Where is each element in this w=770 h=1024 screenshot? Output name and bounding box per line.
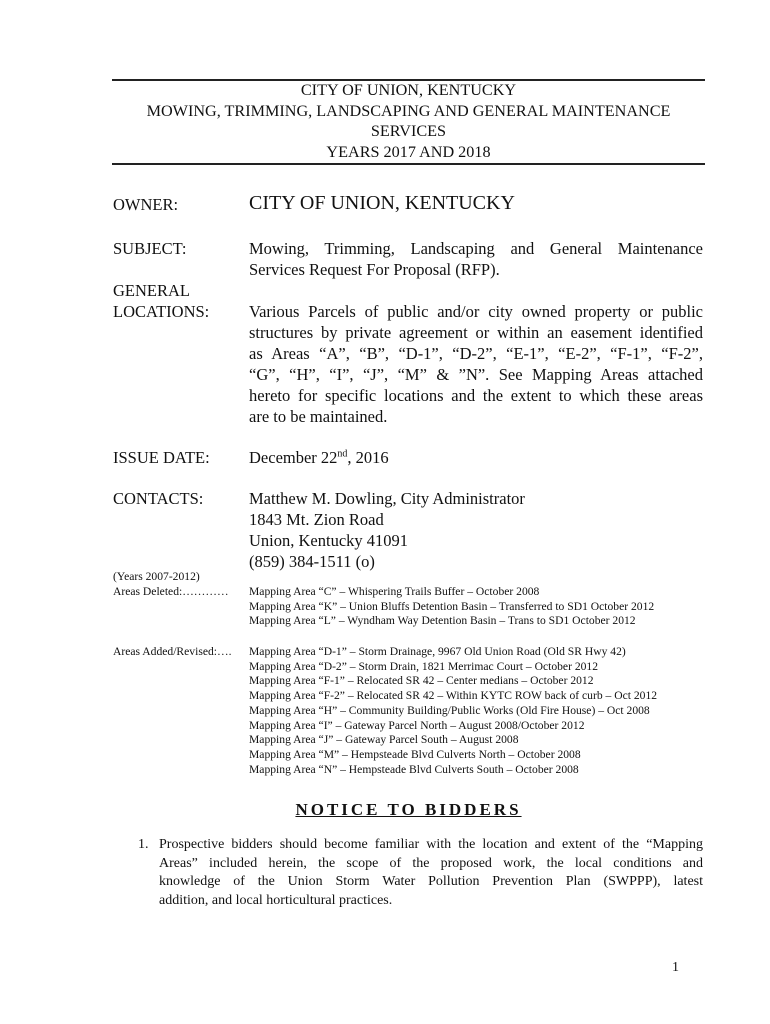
- header-line-years: YEARS 2017 AND 2018: [326, 142, 491, 161]
- contact-phone: (859) 384-1511 (o): [249, 552, 375, 571]
- added-label: Areas Added/Revised:….: [113, 645, 232, 658]
- contact-street: 1843 Mt. Zion Road: [249, 510, 384, 529]
- issue-date-suffix: nd: [337, 448, 348, 460]
- locations-line: hereto for specific locations and the extent to which these areas: [249, 386, 703, 405]
- list-item: Mapping Area “L” – Wyndham Way Detention Basin – Trans to SD1 October 2012: [249, 614, 636, 628]
- contact-name: Matthew M. Dowling, City Administrator: [249, 489, 525, 508]
- subject-label: SUBJECT:: [113, 239, 187, 258]
- owner-value: CITY OF UNION, KENTUCKY: [249, 192, 515, 214]
- notice-item-text: [159, 836, 703, 910]
- list-item: Mapping Area “K” – Union Bluffs Detention Basin – Transferred to SD1 October 2012: [249, 599, 655, 613]
- issue-date-year: , 2016: [347, 448, 389, 467]
- list-item: Mapping Area “M” – Hempsteade Blvd Culverts North – October 2008: [249, 747, 581, 761]
- subject-line: Services Request For Proposal (RFP).: [249, 260, 500, 279]
- list-item: Mapping Area “C” – Whispering Trails Buffer – October 2008: [249, 585, 540, 598]
- locations-value: [249, 301, 703, 427]
- issue-date-label: ISSUE DATE:: [113, 448, 210, 467]
- list-item: Mapping Area “I” – Gateway Parcel North – August 2008/October 2012: [249, 718, 585, 732]
- notice-line: Areas” included herein, the scope of the proposed work, the local conditions and: [159, 855, 703, 871]
- contacts-label: CONTACTS:: [113, 489, 204, 508]
- page-number: 1: [672, 960, 679, 975]
- notice-line: knowledge of the Union Storm Water Pollution Prevention Plan (SWPPP), latest: [159, 874, 703, 889]
- list-item: Mapping Area “D-1” – Storm Drainage, 9967 Old Union Road (Old SR Hwy 42): [249, 645, 626, 658]
- locations-line: as Areas “A”, “B”, “D-1”, “D-2”, “E-1”, “E-2”, “F-1”, “F-2”,: [249, 344, 703, 363]
- subject-line: Mowing, Trimming, Landscaping and General Maintenance: [249, 239, 703, 258]
- subject-value: [249, 238, 703, 280]
- header-line-city: CITY OF UNION, KENTUCKY: [300, 81, 517, 99]
- locations-label-line2: LOCATIONS:: [113, 302, 210, 321]
- list-item: Mapping Area “F-2” – Relocated SR 42 – Within KYTC ROW back of curb – Oct 2012: [249, 689, 658, 703]
- locations-line: “G”, “H”, “I”, “J”, “M” & ”N”. See Mapping Areas attached: [249, 365, 703, 384]
- deleted-years-label: (Years 2007-2012): [113, 570, 200, 583]
- deleted-list: [249, 585, 654, 629]
- issue-date-text: December 22: [249, 448, 338, 467]
- locations-line: Various Parcels of public and/or city owned property or public: [249, 302, 703, 321]
- added-list: [249, 645, 657, 777]
- notice-line: addition, and local horticultural practices.: [159, 892, 393, 908]
- notice-title: NOTICE TO BIDDERS: [295, 800, 522, 819]
- issue-date-value: [249, 447, 703, 468]
- owner-label: OWNER:: [113, 195, 179, 214]
- list-item: Mapping Area “N” – Hempsteade Blvd Culverts South – October 2008: [249, 762, 579, 776]
- document-header: [112, 80, 705, 162]
- contacts-value: [249, 488, 703, 572]
- locations-line: structures by private agreement or within an easement identified: [249, 323, 703, 342]
- locations-label-line1: GENERAL: [113, 281, 190, 300]
- list-item: Mapping Area “D-2” – Storm Drain, 1821 Merrimac Court – October 2012: [249, 659, 599, 673]
- contact-city: Union, Kentucky 41091: [249, 531, 409, 550]
- deleted-label: Areas Deleted:…………: [113, 585, 229, 598]
- list-item: Mapping Area “H” – Community Building/Public Works (Old Fire House) – Oct 2008: [249, 703, 650, 717]
- notice-item-number: 1.: [138, 837, 149, 852]
- list-item: Mapping Area “J” – Gateway Parcel South – August 2008: [249, 733, 519, 747]
- locations-line: are to be maintained.: [249, 407, 388, 426]
- header-line-title: MOWING, TRIMMING, LANDSCAPING AND GENERAL MAINTENANCE: [146, 101, 671, 120]
- list-item: Mapping Area “F-1” – Relocated SR 42 – Center medians – October 2012: [249, 674, 594, 688]
- header-line-services: SERVICES: [370, 122, 447, 140]
- header-bottom-rule: [112, 163, 705, 165]
- notice-line: Prospective bidders should become familiar with the location and extent of the “Mapping: [159, 837, 703, 852]
